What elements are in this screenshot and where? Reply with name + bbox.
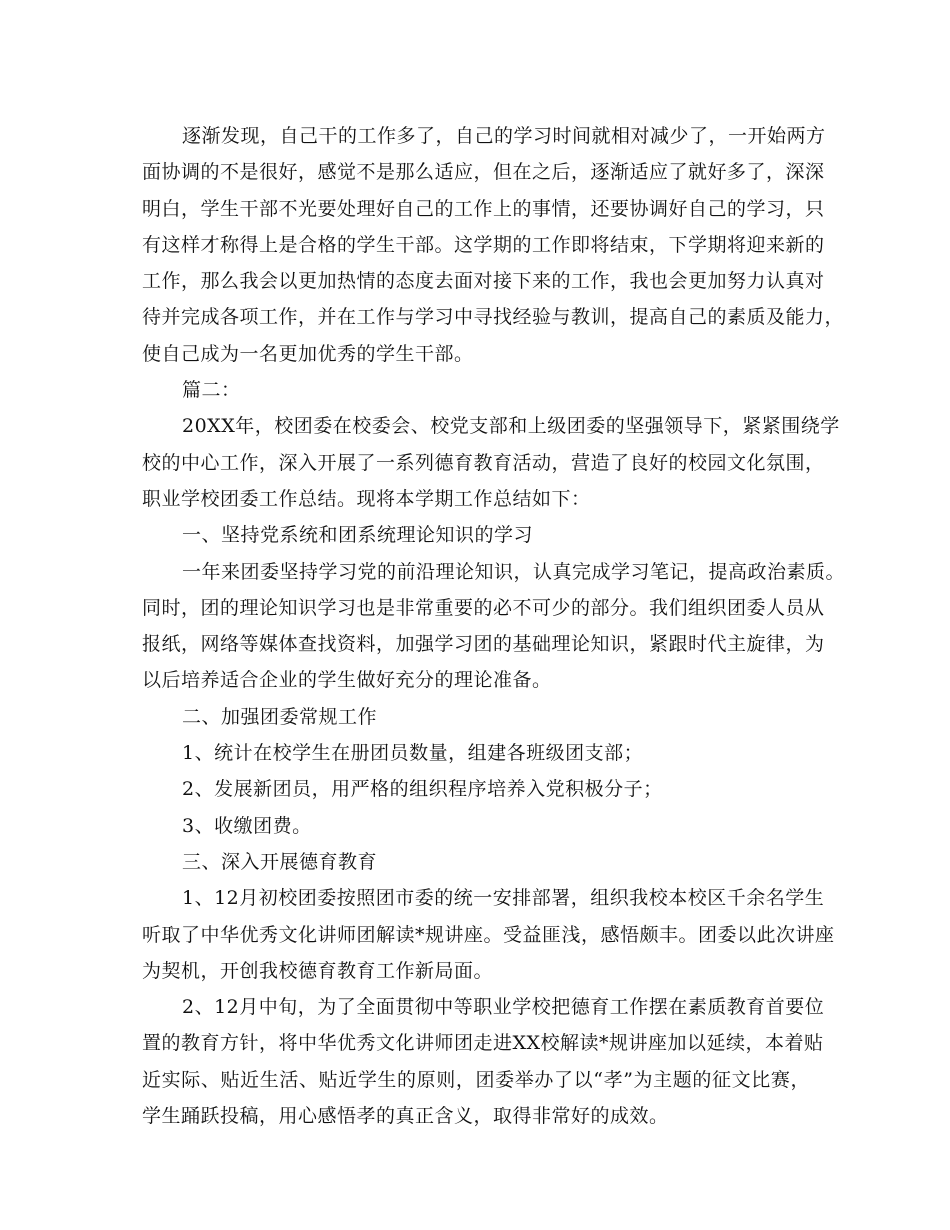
paragraph-line: 置的教育方针，将中华优秀文化讲师团走进XX校解读*规讲座加以延续，本着贴	[142, 1032, 824, 1055]
document-body	[142, 118, 846, 1134]
paragraph-line: 使自己成为一名更加优秀的学生干部。	[142, 342, 474, 365]
section-heading: 二、加强团委常规工作	[182, 705, 378, 728]
paragraph-line: 2、12月中旬，为了全面贯彻中等职业学校把德育工作摆在素质教育首要位	[182, 996, 825, 1019]
list-item: 3、收缴团费。	[182, 814, 312, 837]
paragraph-line: 以后培养适合企业的学生做好充分的理论准备。	[142, 669, 552, 692]
section-heading: 篇二：	[182, 379, 241, 402]
paragraph-line: 一年来团委坚持学习党的前沿理论知识，认真完成学习笔记，提高政治素质。	[182, 560, 846, 583]
paragraph-line: 同时，团的理论知识学习也是非常重要的必不可少的部分。我们组织团委人员从	[142, 596, 825, 619]
paragraph-line: 待并完成各项工作，并在工作与学习中寻找经验与教训，提高自己的素质及能力，	[142, 306, 845, 329]
list-item: 1、统计在校学生在册团员数量，组建各班级团支部；	[182, 742, 644, 765]
section-heading: 三、深入开展德育教育	[182, 850, 378, 873]
paragraph-line: 近实际、贴近生活、贴近学生的原则，团委举办了以“孝”为主题的征文比赛，	[142, 1068, 810, 1091]
list-item: 2、发展新团员，用严格的组织程序培养入党积极分子；	[182, 778, 663, 801]
paragraph-line: 有这样才称得上是合格的学生干部。这学期的工作即将结束，下学期将迎来新的	[142, 233, 825, 256]
section-heading: 一、坚持党系统和团系统理论知识的学习	[182, 524, 534, 547]
paragraph-line: 听取了中华优秀文化讲师团解读*规讲座。受益匪浅，感悟颇丰。团委以此次讲座	[142, 923, 835, 946]
paragraph-line: 20XX年，校团委在校委会、校党支部和上级团委的坚强领导下，紧紧围绕学	[182, 415, 840, 438]
paragraph-line: 报纸，网络等媒体查找资料，加强学习团的基础理论知识，紧跟时代主旋律，为	[142, 633, 825, 656]
paragraph-line: 逐渐发现，自己干的工作多了，自己的学习时间就相对减少了，一开始两方	[182, 125, 826, 147]
paragraph-line: 学生踊跃投稿，用心感悟孝的真正含义，取得非常好的成效。	[142, 1105, 669, 1128]
paragraph-line: 为契机，开创我校德育教育工作新局面。	[142, 959, 494, 982]
paragraph-line: 工作，那么我会以更加热情的态度去面对接下来的工作，我也会更加努力认真对	[142, 270, 825, 293]
paragraph-line: 1、12月初校团委按照团市委的统一安排部署，组织我校本校区千余名学生	[182, 887, 825, 910]
paragraph-line: 面协调的不是很好，感觉不是那么适应，但在之后，逐渐适应了就好多了，深深	[142, 161, 825, 184]
paragraph-line: 校的中心工作，深入开展了一系列德育教育活动，营造了良好的校园文化氛围，	[142, 451, 825, 474]
paragraph-line: 明白，学生干部不光要处理好自己的工作上的事情，还要协调好自己的学习，只	[142, 197, 825, 220]
paragraph-line: 职业学校团委工作总结。现将本学期工作总结如下：	[142, 487, 591, 510]
